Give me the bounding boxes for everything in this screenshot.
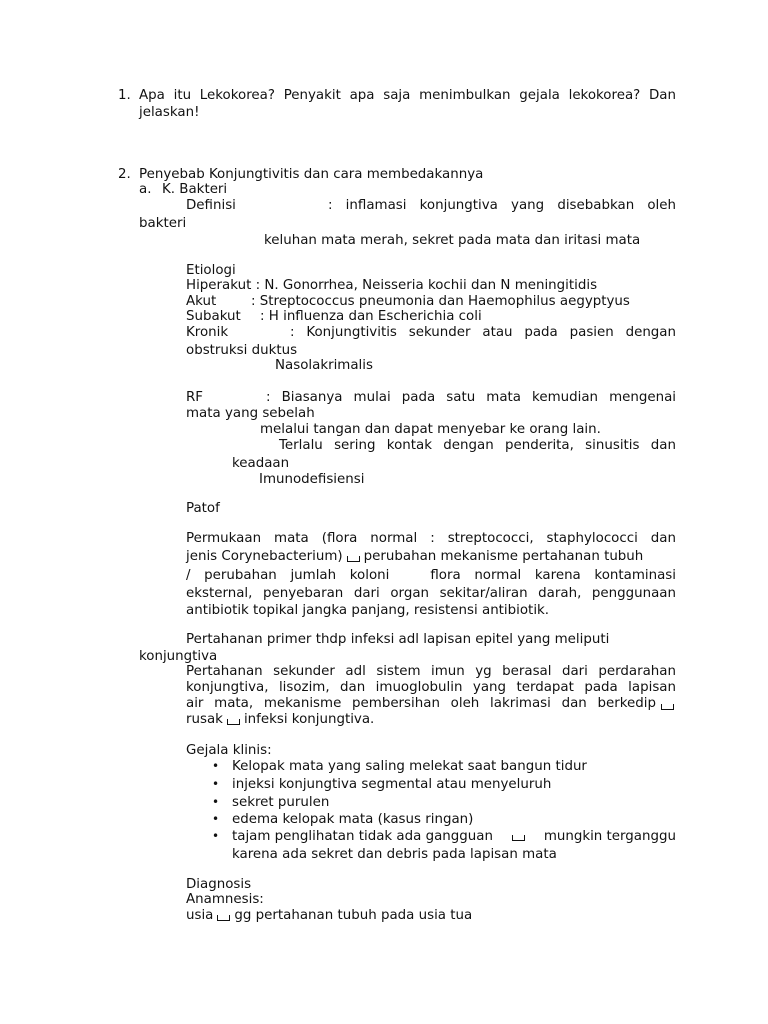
arrow-icon [217,915,230,921]
arrow-icon [661,704,674,710]
gejala-item-5 [232,829,676,845]
gejala-item-5b: mungkin terganggu [543,829,676,844]
definisi-cont: bakteri [139,216,187,231]
patof-p1-line1: Permukaan mata (flora normal : streptococci, staphylococci dan [186,531,676,546]
rf-label: RF [186,390,204,405]
patof-p2-line2: konjungtiva [139,649,218,664]
arrow-icon [227,719,240,725]
q1-line2: jelaskan! [139,105,200,120]
patof-heading: Patof [186,501,220,516]
q1-line1: Apa itu Lekokorea? Penyakit apa saja menimbulkan gejala lekokorea? Dan [139,88,676,103]
bullet-icon: • [212,812,220,826]
patof-p1-line3: / perubahan jumlah koloni flora normal karena kontaminasi [186,568,676,583]
gejala-item-4: edema kelopak mata (kasus ringan) [232,812,474,827]
bullet-icon: • [212,777,220,791]
q2-sub-title: K. Bakteri [162,182,228,197]
diagnosis-usia-a: usia [186,908,214,923]
q2-number: 2. [118,167,131,182]
etiologi-kronik-label: Kronik [186,325,229,340]
gejala-item-5a: tajam penglihatan tidak ada gangguan [232,829,493,844]
gejala-item-3: sekret purulen [232,795,330,810]
rf-cont: mata yang sebelah [186,406,315,421]
rf-text: : Biasanya mulai pada satu mata kemudian mengenai [266,390,676,405]
definisi-label: Definisi [186,198,236,213]
rf-line3-cont: keadaan [232,456,290,471]
patof-p1-line2 [186,549,643,565]
etiologi-kronik-cont2: Nasolakrimalis [275,358,373,373]
etiologi-akut-text: : Streptococcus pneumonia dan Haemophilus aegyptyus [251,294,630,309]
patof-p1-line4: eksternal, penyebaran dari organ sekitar/aliran darah, penggunaan [186,586,676,601]
diagnosis-usia-b: gg pertahanan tubuh pada usia tua [234,908,473,923]
bullet-icon: • [212,759,220,773]
patof-p1-line2b: perubahan mekanisme pertahanan tubuh [363,549,644,564]
definisi-text: : inflamasi konjungtiva yang disebabkan oleh [328,198,676,213]
arrow-icon [512,835,525,841]
etiologi-subakut-label: Subakut [186,309,241,324]
rf-line2: melalui tangan dan dapat menyebar ke orang lain. [260,422,601,437]
diagnosis-heading: Diagnosis [186,877,252,892]
gejala-item-1: Kelopak mata yang saling melekat saat bangun tidur [232,759,587,774]
q2-title: Penyebab Konjungtivitis dan cara membedakannya [139,167,484,182]
bullet-icon: • [212,829,220,843]
gejala-heading: Gejala klinis: [186,743,272,758]
diagnosis-usia [186,908,472,924]
q2-sub-letter: a. [139,182,152,197]
etiologi-hiperakut: Hiperakut : N. Gonorrhea, Neisseria kochii dan N meningitidis [186,278,598,293]
patof-p3-line2: konjungtiva, lisozim, dan imuoglobulin yang terdapat pada lapisan [186,680,676,695]
patof-p3-line3: air mata, mekanisme pembersihan oleh lakrimasi dan berkedip [186,696,656,711]
diagnosis-anamnesis: Anamnesis: [186,892,264,907]
patof-p3-line4a: rusak [186,712,223,727]
gejala-item-5-cont: karena ada sekret dan debris pada lapisan mata [232,847,557,862]
rf-line4: Imunodefisiensi [259,472,365,487]
etiologi-heading: Etiologi [186,263,236,278]
etiologi-kronik-text: : Konjungtivitis sekunder atau pada pasien dengan [290,325,676,340]
patof-p3-line4 [186,712,374,728]
patof-p1-line5: antibiotik topikal jangka panjang, resistensi antibiotik. [186,603,550,618]
definisi-line2: keluhan mata merah, sekret pada mata dan iritasi mata [264,233,641,248]
q1-number: 1. [118,88,131,103]
gejala-item-2: injeksi konjungtiva segmental atau menyeluruh [232,777,552,792]
patof-p1-line2a: jenis Corynebacterium) [186,549,343,564]
etiologi-subakut-text: : H influenza dan Escherichia coli [260,309,482,324]
etiologi-akut-label: Akut [186,294,217,309]
patof-p2-line1: Pertahanan primer thdp infeksi adl lapisan epitel yang meliputi [186,632,610,647]
arrow-icon [347,556,360,562]
bullet-icon: • [212,795,220,809]
etiologi-kronik-cont: obstruksi duktus [186,343,298,358]
patof-p3-line4b: infeksi konjungtiva. [243,712,375,727]
rf-line3: Terlalu sering kontak dengan penderita, sinusitis dan [279,438,676,453]
patof-p3-line1: Pertahanan sekunder adl sistem imun yg berasal dari perdarahan [186,664,676,679]
